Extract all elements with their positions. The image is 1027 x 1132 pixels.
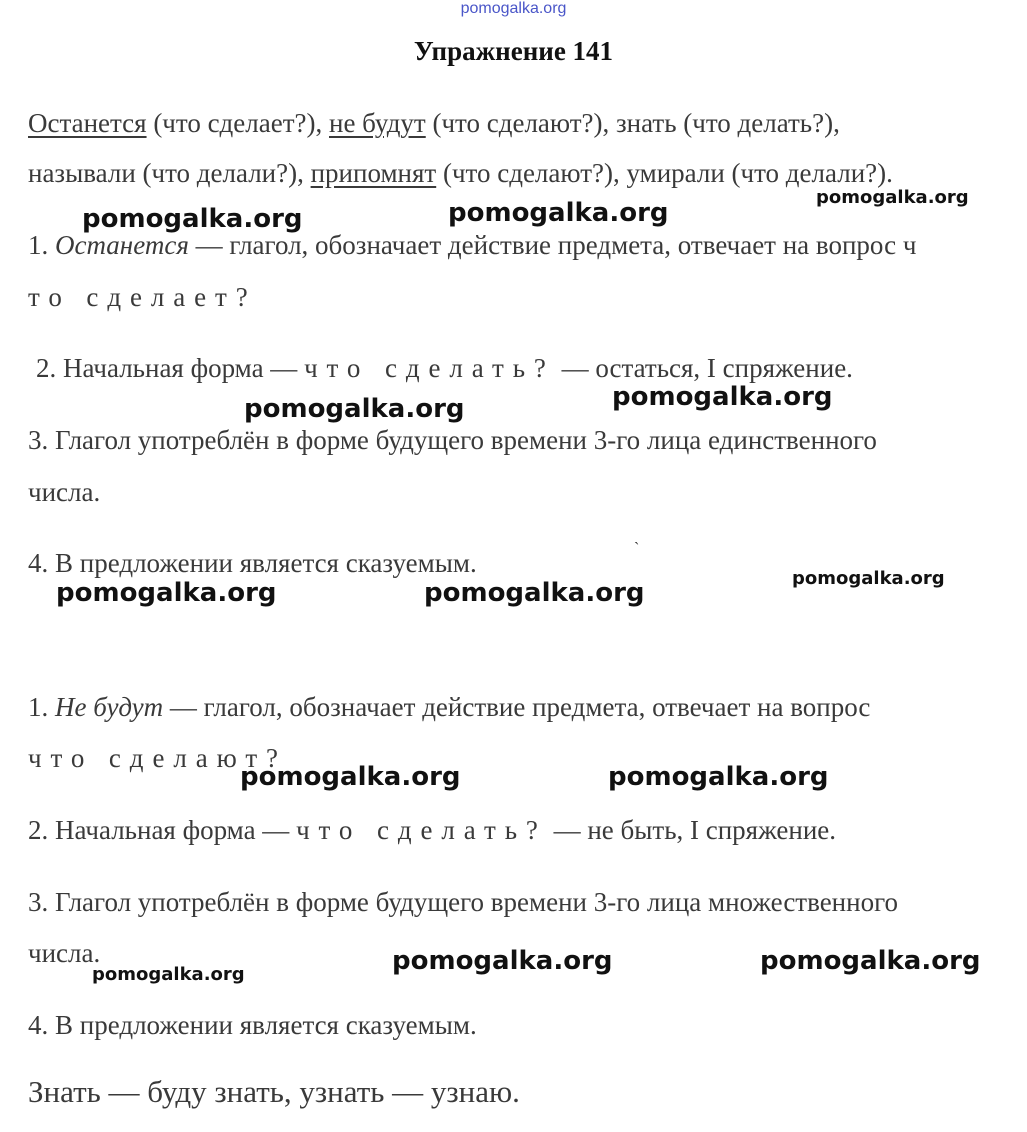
b1-point-4: 4. В предложении является сказуемым. xyxy=(28,548,477,578)
watermark: pomogalka.org xyxy=(244,394,465,424)
watermark: pomogalka.org xyxy=(240,762,461,792)
site-link[interactable]: pomogalka.org xyxy=(460,0,567,17)
intro-question-1: (что сделает?), xyxy=(146,108,329,138)
watermark: pomogalka.org xyxy=(56,578,277,608)
watermark: pomogalka.org xyxy=(424,578,645,608)
b1-point-3: 3. Глагол употреблён в форме будущего времени 3-го лица единственного xyxy=(28,425,877,455)
stray-mark: ` xyxy=(634,540,640,557)
watermark: pomogalka.org xyxy=(82,204,303,234)
intro-word-ne-budut: не будут xyxy=(329,108,426,138)
b1-p1-num: 1. xyxy=(28,230,55,260)
intro-word-pripomnyat: припомнят xyxy=(310,158,437,188)
b2-point-1 xyxy=(28,692,870,723)
intro-line-1 xyxy=(28,108,840,139)
b2-p2-question: что сделать? xyxy=(296,815,547,845)
intro-word-ostanetsya: Останется xyxy=(28,108,147,138)
watermark: pomogalka.org xyxy=(816,187,969,208)
watermark: pomogalka.org xyxy=(792,568,945,589)
intro-question-2: (что сделают?), знать (что делать?), xyxy=(425,108,840,138)
b1-p2-question: что сделать? xyxy=(304,353,555,383)
b1-p1-rest: — глагол, обозначает действие предмета, отвечает на вопрос ч xyxy=(188,230,917,260)
watermark: pomogalka.org xyxy=(760,946,981,976)
b2-point-3-cont: числа. xyxy=(28,938,101,968)
intro-line-2-end: (что сделают?), умирали (что делали?). xyxy=(436,158,893,188)
b1-point-3-cont: числа. xyxy=(28,477,101,507)
b2-point-2 xyxy=(28,815,836,846)
b1-point-1 xyxy=(28,230,916,261)
b2-point-3: 3. Глагол употреблён в форме будущего времени 3-го лица множественного xyxy=(28,887,898,917)
watermark: pomogalka.org xyxy=(392,946,613,976)
watermark: pomogalka.org xyxy=(612,382,833,412)
watermark: pomogalka.org xyxy=(448,198,669,228)
b1-p2-a: 2. Начальная форма — xyxy=(36,353,305,383)
b2-point-1-question: что сделают? xyxy=(28,743,287,773)
b1-point-2 xyxy=(36,353,853,384)
intro-line-2 xyxy=(28,158,893,189)
b2-p2-b: — не быть, I спряжение. xyxy=(546,815,837,845)
b1-p1-word: Останется xyxy=(55,230,189,260)
b2-p1-word: Не будут xyxy=(55,692,164,722)
b2-point-4: 4. В предложении является сказуемым. xyxy=(28,1010,477,1040)
final-line: Знать — буду знать, узнать — узнаю. xyxy=(28,1074,520,1109)
b2-p1-num: 1. xyxy=(28,692,55,722)
watermark: pomogalka.org xyxy=(608,762,829,792)
b1-point-1-question: то сделает? xyxy=(28,282,257,312)
exercise-title: Упражнение 141 xyxy=(413,36,614,66)
b2-p1-rest: — глагол, обозначает действие предмета, отвечает на вопрос xyxy=(163,692,871,722)
watermark: pomogalka.org xyxy=(92,964,245,985)
b2-p2-a: 2. Начальная форма — xyxy=(28,815,297,845)
b1-p2-b: — остаться, I спряжение. xyxy=(554,353,853,383)
intro-line-2-start: называли (что делали?), xyxy=(28,158,311,188)
